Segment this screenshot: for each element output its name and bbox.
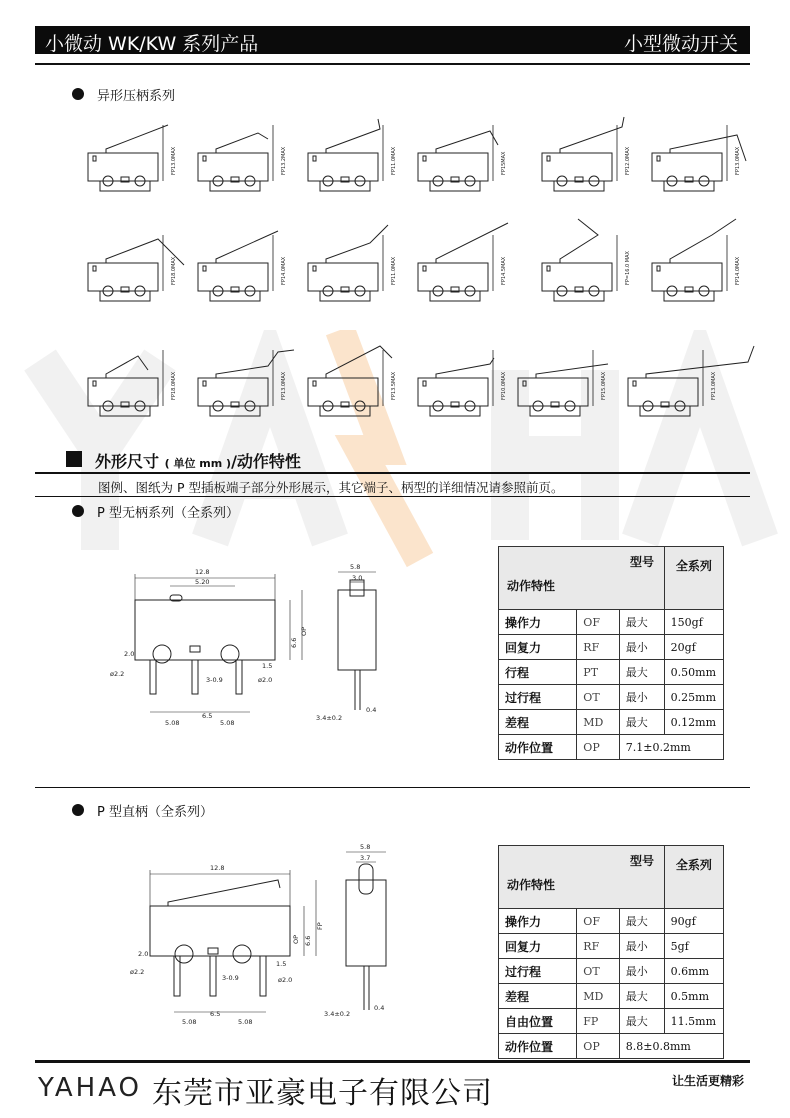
fp-label: FP13.0MAX [711, 371, 717, 400]
dim-pin-hole: 3-0.9 [222, 974, 239, 982]
spec-val: 5gf [664, 934, 723, 959]
dim-t2: 0.4 [366, 706, 377, 714]
fp-label: FP14.0MAX [281, 256, 287, 285]
dim-total: 12.8 [195, 568, 210, 576]
dim-center: 6.5 [210, 1010, 221, 1018]
spec-cond: 最小 [619, 934, 664, 959]
spec-name: 过行程 [499, 959, 577, 984]
fp-label: FP13.0MAX [281, 371, 287, 400]
lever-thumbnail-grid [80, 115, 760, 425]
footer-company-name: 东莞市亚豪电子有限公司 [152, 1076, 493, 1111]
dim-pitch-b: 5.08 [238, 1018, 253, 1026]
dimension-note: 图例、图纸为 P 型插板端子部分外形展示，其它端子、柄型的详细情况请参照前页。 [98, 480, 564, 495]
spec-cond: 最小 [619, 685, 664, 710]
spec-cond: 最大 [619, 909, 664, 934]
spec-name: 回复力 [499, 635, 577, 660]
spec-val: 7.1±0.2mm [619, 735, 723, 760]
spec-name: 自由位置 [499, 1009, 577, 1034]
spec-sym: MD [577, 984, 619, 1009]
dimension-title: 外形尺寸 [95, 452, 160, 471]
fp-label: FP13.2MAX [281, 146, 287, 175]
spec-name: 动作位置 [499, 735, 577, 760]
spec-val: 150gf [664, 610, 723, 635]
dim-w: 5.8 [350, 563, 361, 571]
dimension-suffix: /动作特性 [231, 452, 301, 471]
fp-label: FP14.0MAX [735, 256, 741, 285]
spec-val: 0.5mm [664, 984, 723, 1009]
p-lever-label: P 型直柄（全系列） [97, 805, 213, 820]
spec-cond: 最小 [619, 635, 664, 660]
spec-val: 8.8±0.8mm [619, 1034, 723, 1059]
spec-sym: OT [577, 959, 619, 984]
spec-name: 动作位置 [499, 1034, 577, 1059]
spec-name: 操作力 [499, 610, 577, 635]
spec-sym: RF [577, 934, 619, 959]
spec-cond: 最小 [619, 959, 664, 984]
fp-label: FP=16.0 MAX [625, 251, 631, 285]
spec-cond: 最大 [619, 984, 664, 1009]
bullet-icon [72, 88, 84, 100]
dim-op: OP [300, 626, 308, 636]
header-rule [35, 63, 750, 65]
dim-inner: 5.20 [195, 578, 210, 586]
spec-name: 差程 [499, 710, 577, 735]
spec-sym: RF [577, 635, 619, 660]
section-rule [35, 472, 750, 474]
fp-label: FP15MAX [501, 151, 507, 175]
table-header-series: 全系列 [664, 547, 723, 610]
dim-dia1: ø2.2 [110, 670, 125, 678]
p-plain-spec-table [498, 546, 724, 760]
section-divider [35, 787, 750, 788]
p-lever-spec-table [498, 845, 724, 1059]
fp-label: FP18.0MAX [171, 371, 177, 400]
footer-logo: YAHAO [38, 1073, 142, 1103]
section-square-icon [66, 451, 82, 467]
dim-w: 5.8 [360, 843, 371, 851]
dim-dia1: ø2.2 [130, 968, 145, 976]
dim-pin-hole: 3-0.9 [206, 676, 223, 684]
spec-val: 90gf [664, 909, 723, 934]
spec-name: 行程 [499, 660, 577, 685]
spec-sym: PT [577, 660, 619, 685]
fp-label: FP14.5MAX [501, 256, 507, 285]
dim-small: 2.0 [138, 950, 149, 958]
fp-label: FP18.0MAX [171, 256, 177, 285]
spec-val: 0.50mm [664, 660, 723, 685]
dim-op: OP [292, 934, 300, 944]
fp-label: FP11.0MAX [391, 146, 397, 175]
table-header-feature: 动作特性 [507, 579, 556, 593]
dim-pitch-a: 5.08 [182, 1018, 197, 1026]
dimension-section-title [95, 449, 301, 472]
spec-sym: OT [577, 685, 619, 710]
spec-name: 回复力 [499, 934, 577, 959]
note-rule [35, 496, 750, 497]
table-header-model: 型号 [630, 854, 655, 868]
p-lever-drawing [110, 840, 490, 1030]
fp-label: FP15.0MAX [601, 371, 607, 400]
lever-section-label: 异形压柄系列 [97, 89, 176, 104]
header-right-title: 小型微动开关 [623, 33, 738, 55]
bullet-icon [72, 804, 84, 816]
dim-height: 6.6 [290, 637, 298, 648]
spec-val: 0.12mm [664, 710, 723, 735]
dim-fp: FP [316, 922, 324, 930]
header-left-title: 小微动 WK/KW 系列产品 [45, 33, 259, 55]
dim-t: 3.4±0.2 [316, 714, 343, 722]
spec-val: 0.6mm [664, 959, 723, 984]
spec-val: 0.25mm [664, 685, 723, 710]
bullet-icon [72, 505, 84, 517]
p-plain-label: P 型无柄系列（全系列） [97, 506, 239, 521]
dim-dia2: ø2.0 [258, 676, 273, 684]
table-header-model: 型号 [630, 555, 655, 569]
dim-total: 12.8 [210, 864, 225, 872]
spec-name: 差程 [499, 984, 577, 1009]
dim-pitch-b: 5.08 [220, 719, 235, 727]
dim-small2: 1.5 [276, 960, 287, 968]
spec-val: 20gf [664, 635, 723, 660]
dim-t: 3.4±0.2 [324, 1010, 351, 1018]
footer-slogan: 让生活更精彩 [672, 1074, 745, 1088]
spec-cond: 最大 [619, 610, 664, 635]
spec-cond: 最大 [619, 710, 664, 735]
fp-label: FP11.0MAX [391, 256, 397, 285]
dim-small2: 1.5 [262, 662, 273, 670]
spec-name: 操作力 [499, 909, 577, 934]
footer-rule [35, 1060, 750, 1063]
table-header-feature: 动作特性 [507, 878, 556, 892]
fp-label: FP10.0MAX [501, 371, 507, 400]
fp-label: FP13.5MAX [391, 371, 397, 400]
dim-height: 6.6 [304, 935, 312, 946]
dim-w2: 3.7 [360, 854, 371, 862]
table-header-series: 全系列 [664, 846, 723, 909]
fp-label: FP13.0MAX [171, 146, 177, 175]
fp-label: FP12.0MAX [625, 146, 631, 175]
dim-center: 6.5 [202, 712, 213, 720]
p-plain-drawing [110, 560, 490, 740]
spec-sym: OF [577, 909, 619, 934]
dim-small: 2.0 [124, 650, 135, 658]
spec-cond: 最大 [619, 660, 664, 685]
spec-sym: OP [577, 735, 619, 760]
dimension-unit: ( 单位 mm ) [164, 457, 232, 470]
dim-w2: 3.0 [352, 574, 363, 582]
spec-sym: OP [577, 1034, 619, 1059]
spec-sym: MD [577, 710, 619, 735]
fp-label: FP13.0MAX [735, 146, 741, 175]
spec-val: 11.5mm [664, 1009, 723, 1034]
spec-sym: OF [577, 610, 619, 635]
dim-dia2: ø2.0 [278, 976, 293, 984]
spec-cond: 最大 [619, 1009, 664, 1034]
spec-name: 过行程 [499, 685, 577, 710]
dim-pitch-a: 5.08 [165, 719, 180, 727]
page-header [35, 26, 750, 54]
spec-sym: FP [577, 1009, 619, 1034]
dim-t2: 0.4 [374, 1004, 385, 1012]
